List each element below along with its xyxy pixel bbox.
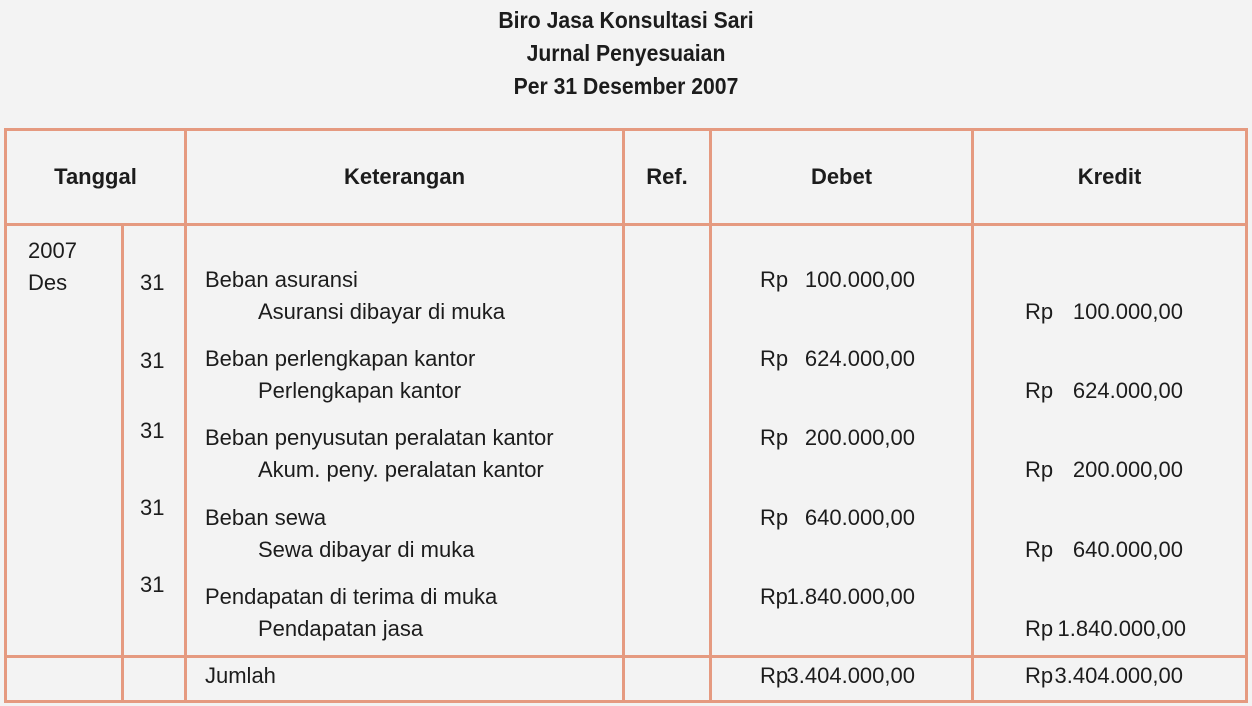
debit-account: Beban sewa [205, 505, 327, 530]
table-right-border [1245, 128, 1248, 703]
credit-account: Akum. peny. peralatan kantor [258, 457, 544, 482]
credit-account: Pendapatan jasa [258, 616, 424, 641]
credit-amount: 624.000,00 [1072, 378, 1183, 403]
debit-account: Beban asuransi [205, 267, 358, 292]
table-left-border [4, 128, 7, 703]
credit-amount: 100.000,00 [1072, 299, 1183, 324]
entry-day: 31 [140, 270, 165, 295]
header-kredit: Kredit [1077, 164, 1142, 189]
tanggal-keterangan-divider [184, 128, 187, 703]
total-top-border [4, 655, 1248, 658]
debit-amount: 1.840.000,00 [786, 584, 915, 609]
report-title: Jurnal Penyesuaian [526, 40, 726, 66]
debit-account: Beban penyusutan peralatan kantor [205, 425, 554, 450]
debet-kredit-divider [971, 128, 974, 703]
credit-currency: Rp [1025, 299, 1054, 324]
date-month: Des [28, 270, 68, 295]
credit-amount: 640.000,00 [1072, 537, 1183, 562]
credit-amount: 1.840.000,00 [1057, 616, 1186, 641]
debit-account: Beban perlengkapan kantor [205, 346, 476, 371]
debit-amount: 640.000,00 [804, 505, 915, 530]
debit-currency: Rp [760, 584, 788, 609]
entry-day: 31 [140, 418, 165, 443]
ref-debet-divider [709, 128, 712, 703]
debit-currency: Rp [760, 425, 789, 450]
credit-account: Sewa dibayar di muka [258, 537, 475, 562]
credit-account: Asuransi dibayar di muka [258, 299, 506, 324]
entry-day: 31 [140, 495, 165, 520]
entry-day: 31 [140, 572, 165, 597]
total-credit-amount: 3.404.000,00 [1054, 663, 1183, 688]
credit-account: Perlengkapan kantor [258, 378, 462, 403]
date-day-divider [121, 225, 124, 703]
header-bottom-border [4, 223, 1248, 226]
debit-currency: Rp [760, 505, 789, 530]
header-keterangan: Keterangan [343, 164, 466, 189]
report-period: Per 31 Desember 2007 [513, 73, 739, 99]
debit-amount: 624.000,00 [804, 346, 915, 371]
credit-currency: Rp [1025, 537, 1054, 562]
company-name: Biro Jasa Konsultasi Sari [498, 7, 754, 33]
date-year: 2007 [28, 238, 77, 263]
credit-currency: Rp [1025, 457, 1054, 482]
header-tanggal: Tanggal [54, 164, 137, 189]
header-debet: Debet [810, 164, 873, 189]
total-debit-amount: 3.404.000,00 [786, 663, 915, 688]
debit-amount: 200.000,00 [804, 425, 915, 450]
debit-amount: 100.000,00 [804, 267, 915, 292]
table-top-border [4, 128, 1248, 131]
entry-day: 31 [140, 348, 165, 373]
table-bottom-border [4, 700, 1248, 703]
header-ref: Ref. [646, 164, 688, 189]
credit-currency: Rp [1025, 616, 1054, 641]
total-label: Jumlah [205, 663, 276, 688]
total-debit-currency: Rp [760, 663, 789, 688]
keterangan-ref-divider [622, 128, 625, 703]
credit-amount: 200.000,00 [1072, 457, 1183, 482]
total-credit-currency: Rp [1025, 663, 1054, 688]
credit-currency: Rp [1025, 378, 1054, 403]
debit-currency: Rp [760, 346, 789, 371]
debit-currency: Rp [760, 267, 789, 292]
debit-account: Pendapatan di terima di muka [205, 584, 498, 609]
